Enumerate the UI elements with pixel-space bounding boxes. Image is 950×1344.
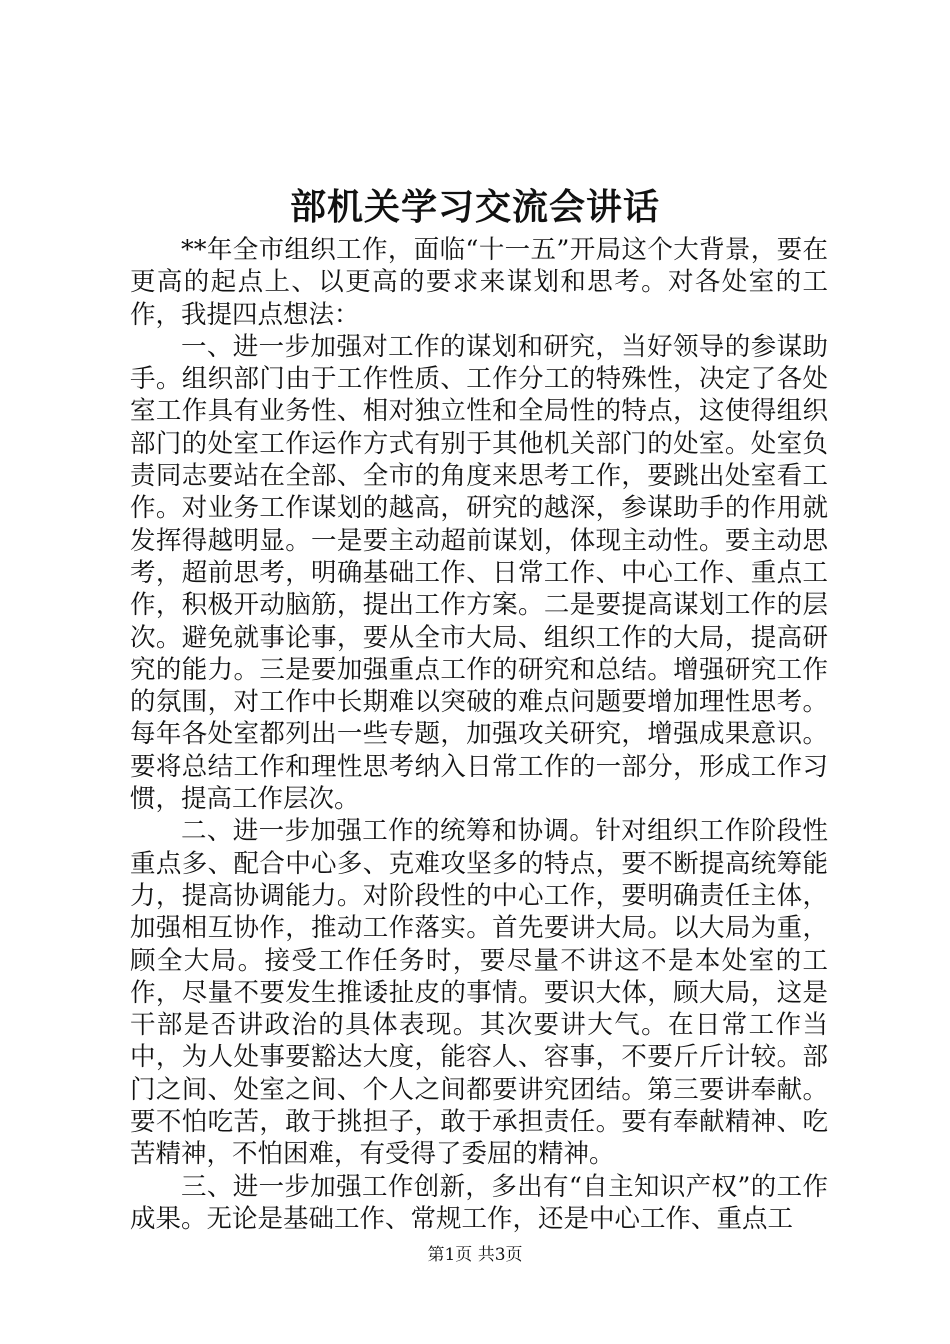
paragraph-intro: **年全市组织工作，面临“十一五”开局这个大背景，要在更高的起点上、以更高的要求来谋划和思考。对各处室的工作，我提四点想法： (130, 235, 828, 330)
paragraph-point-three: 三、进一步加强工作创新，多出有“自主知识产权”的工作成果。无论是基础工作、常规工作，还是中心工作、重点工 (130, 1171, 828, 1234)
paragraph-point-two: 二、进一步加强工作的统筹和协调。针对组织工作阶段性重点多、配合中心多、克难攻坚多的特点，要不断提高统筹能力，提高协调能力。对阶段性的中心工作，要明确责任主体，加强相互协作，推动工作落实。首先要讲大局。以大局为重，顾全大局。接受工作任务时，要尽量不讲这不是本处室的工作，尽量不要发生推诿扯皮的事情。要识大体，顾大局，这是干部是否讲政治的具体表现。其次要讲大气。在日常工作当中，为人处事要豁达大度，能容人、容事，不要斤斤计较。部门之间、处室之间、个人之间都要讲究团结。第三要讲奉献。要不怕吃苦，敢于挑担子，敢于承担责任。要有奉献精神、吃苦精神，不怕困难，有受得了委屈的精神。 (130, 816, 828, 1170)
page-number-footer: 第1页 共3页 (427, 1245, 523, 1265)
paragraph-point-one: 一、进一步加强对工作的谋划和研究，当好领导的参谋助手。组织部门由于工作性质、工作分工的特殊性，决定了各处室工作具有业务性、相对独立性和全局性的特点，这使得组织部门的处室工作运作方式有别于其他机关部门的处室。处室负责同志要站在全部、全市的角度来思考工作，要跳出处室看工作。对业务工作谋划的越高，研究的越深，参谋助手的作用就发挥得越明显。一是要主动超前谋划，体现主动性。要主动思考，超前思考，明确基础工作、日常工作、中心工作、重点工作，积极开动脑筋，提出工作方案。二是要提高谋划工作的层次。避免就事论事，要从全市大局、组织工作的大局，提高研究的能力。三是要加强重点工作的研究和总结。增强研究工作的氛围，对工作中长期难以突破的难点问题要增加理性思考。每年各处室都列出一些专题，加强攻关研究，增强成果意识。要将总结工作和理性思考纳入日常工作的一部分，形成工作习惯，提高工作层次。 (130, 331, 828, 815)
document-body (130, 234, 828, 1235)
document-title: 部机关学习交流会讲话 (289, 186, 660, 228)
